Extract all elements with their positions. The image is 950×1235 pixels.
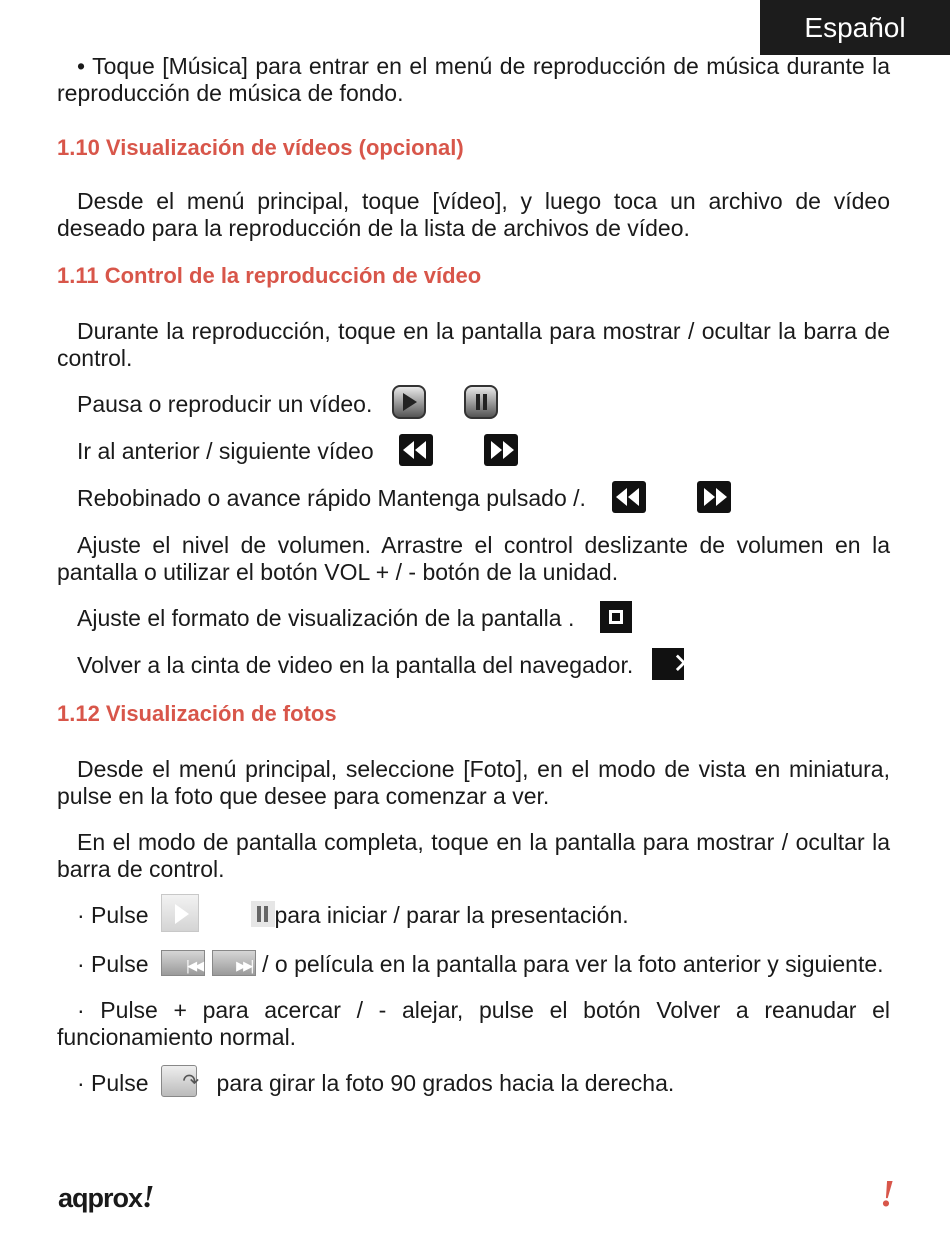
photo-play-icon — [161, 894, 199, 932]
logo-mark: ! — [142, 1178, 154, 1214]
language-tab: Español — [760, 0, 950, 55]
pulse-play-post: para iniciar / parar la presentación. — [274, 901, 629, 928]
aqprox-logo — [58, 1178, 153, 1215]
intro-paragraph: • Toque [Música] para entrar en el menú de reproducción de música durante la reproducción de música de fondo. — [57, 53, 890, 106]
corner-mark: ! — [880, 1173, 895, 1215]
pulse-zoom-paragraph: · Pulse + para acercar / - alejar, pulse el botón Volver a reanudar el funcionamiento normal. — [57, 996, 890, 1050]
logo-text: aqprox — [58, 1183, 143, 1213]
close-icon: ✕ — [652, 648, 684, 680]
pulse-rotate-post: para girar la foto 90 grados hacia la derecha. — [216, 1069, 675, 1096]
paragraph-1-11-control: Durante la reproducción, toque en la pantalla para mostrar / ocultar la barra de control. — [57, 318, 890, 371]
pause-line-text: Pausa o reproducir un vídeo. — [77, 391, 373, 417]
pulse-rotate-pre: · Pulse — [77, 1069, 149, 1096]
rewind-icon — [612, 481, 646, 513]
screen-format-icon — [600, 601, 632, 633]
rotate-icon — [161, 1065, 197, 1097]
page-content — [57, 53, 890, 1097]
prevnext-line-text: Ir al anterior / siguiente vídeo — [77, 437, 374, 464]
photo-prev-icon — [161, 950, 205, 976]
photo-pause-icon — [251, 901, 275, 927]
pulse-prevnext-post: / o película en la pantalla para ver la foto anterior y siguiente. — [262, 950, 884, 977]
heading-1-12: 1.12 Visualización de fotos — [57, 700, 337, 726]
paragraph-1-12-start: Desde el menú principal, seleccione [Foto], en el modo de vista en miniatura, pulse en la foto que desee para comenzar a ver. — [57, 755, 890, 809]
heading-1-10: 1.10 Visualización de vídeos (opcional) — [57, 135, 464, 160]
previous-video-icon — [399, 434, 433, 466]
heading-1-11: 1.11 Control de la reproducción de vídeo — [57, 263, 482, 288]
pulse-prevnext-pre: · Pulse — [77, 950, 149, 977]
pause-line — [57, 391, 890, 419]
format-line-text: Ajuste el formato de visualización de la pantalla . — [77, 604, 575, 631]
fast-forward-icon — [697, 481, 731, 513]
pulse-rotate-line — [57, 1070, 890, 1097]
play-icon — [392, 385, 426, 419]
rewind-line — [57, 485, 890, 513]
pulse-play-pre: · Pulse — [77, 901, 149, 928]
volume-paragraph: Ajuste el nivel de volumen. Arrastre el control deslizante de volumen en la pantalla o utilizar el botón VOL + / - botón de la unidad. — [57, 531, 890, 585]
photo-next-icon — [212, 950, 256, 976]
pause-icon — [464, 385, 498, 419]
pulse-prevnext-line — [57, 951, 890, 978]
format-line — [57, 605, 890, 633]
back-line — [57, 647, 890, 680]
prevnext-line — [57, 438, 890, 466]
paragraph-1-10: Desde el menú principal, toque [vídeo], y luego toca un archivo de vídeo deseado para la reproducción de la lista de archivos de vídeo. — [57, 188, 890, 241]
rewind-line-text: Rebobinado o avance rápido Mantenga pulsado /. — [77, 484, 586, 511]
paragraph-1-12-fullscreen: En el modo de pantalla completa, toque en la pantalla para mostrar / ocultar la barra de control. — [57, 828, 890, 882]
next-video-icon — [484, 434, 518, 466]
pulse-play-line — [57, 902, 890, 932]
back-line-text: Volver a la cinta de video en la pantalla del navegador. — [77, 651, 634, 678]
